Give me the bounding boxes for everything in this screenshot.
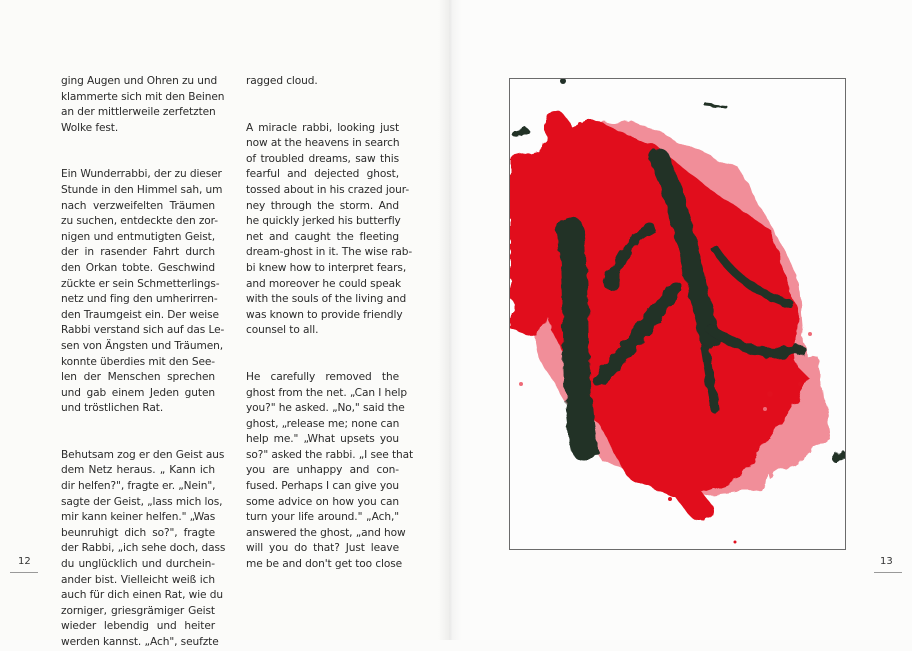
folio-rule-left — [10, 572, 38, 573]
ink-splatter — [578, 122, 582, 126]
english-text-line: so?" asked the rabbi. „I see that — [246, 448, 414, 461]
german-text-line: an der mittlerweile zerfetzten — [61, 106, 216, 119]
abstract-ink-painting — [510, 79, 845, 549]
dark-brush-stroke — [515, 131, 526, 134]
german-text-line: dem Netz heraus. „ Kann ich — [61, 464, 215, 477]
english-text-line: dream-ghost in it. The wise rab- — [246, 246, 413, 259]
german-text-line: len der Menschen sprechen — [61, 371, 215, 384]
german-text-line: dir helfen?", fragte er. „Nein", — [61, 480, 216, 493]
ink-splatter — [519, 382, 523, 386]
english-column — [246, 74, 414, 573]
german-text-line: nach verzweifelten Träumen — [61, 199, 215, 212]
german-text-line: Wolke fest. — [61, 121, 119, 134]
english-text-line: and moreover he could speak — [246, 277, 402, 290]
dark-brush-stroke — [705, 104, 725, 106]
page-number-left: 12 — [18, 556, 31, 567]
german-text-line: konnte überdies mit den See- — [61, 355, 215, 368]
german-text-line: netz und fing den umherirren- — [61, 293, 218, 306]
german-text-line: zorniger, griesgrämiger Geist — [61, 604, 215, 617]
ink-splatter — [767, 391, 773, 397]
english-text-line: bi knew how to interpret fears, — [246, 261, 407, 274]
english-paragraph-2 — [246, 121, 413, 339]
german-text-line: zückte er sein Schmetterlings- — [61, 277, 220, 290]
english-text-line: he quickly jerked his butterfly — [246, 215, 401, 228]
german-text-line: Behutsam zog er den Geist aus — [61, 448, 225, 461]
dark-brush-stroke — [835, 455, 844, 459]
german-text-line: und gab einem Jeden guten — [61, 386, 215, 399]
german-text-line: der Rabbi, „ich sehe doch, dass — [61, 542, 226, 555]
english-paragraph-3 — [246, 370, 414, 573]
english-text-line: tossed about in his crazed jour- — [246, 183, 410, 196]
english-text-line: counsel to all. — [246, 324, 319, 337]
german-text-line: beunruhigt dich so?", fragte — [61, 526, 215, 539]
german-paragraph-1 — [61, 74, 225, 136]
german-text-line: auch für dich einen Rat, wie du — [61, 589, 223, 602]
english-text-line: now at the heavens in search — [246, 137, 400, 150]
english-text-line: A miracle rabbi, looking just — [246, 121, 399, 134]
english-text-line: fused. Perhaps I can give you — [246, 480, 399, 493]
german-text-line: mir kann keiner helfen." „Was — [61, 511, 216, 524]
english-text-line: some advice on how you can — [246, 495, 399, 508]
english-text-line: with the souls of the living and — [246, 293, 407, 306]
english-text-line: answered the ghost, „and how — [246, 526, 406, 539]
german-paragraph-2 — [61, 167, 225, 417]
ink-splatter — [734, 541, 737, 544]
left-page — [0, 0, 450, 648]
ink-splatter — [668, 497, 672, 501]
german-text-line: zu suchen, entdeckte den zor- — [61, 215, 218, 228]
english-text-line: of troubled dreams, saw this — [246, 152, 399, 165]
german-text-line: sagte der Geist, „lass mich los, — [61, 495, 223, 508]
german-text-line: wieder lebendig und heiter — [61, 620, 215, 633]
german-paragraph-3 — [61, 448, 226, 651]
ink-splatter — [560, 79, 566, 84]
english-text-line: ragged cloud. — [246, 75, 318, 87]
page-number-right: 13 — [880, 556, 893, 567]
english-text-line: ghost from the net. „Can I help — [246, 386, 408, 399]
english-text-line: help me." „What upsets you — [246, 433, 399, 446]
german-text-line: sen von Ängsten und Träumen, — [61, 339, 224, 352]
english-text-line: fearful and dejected ghost, — [246, 168, 399, 181]
dark-brush-stroke — [570, 229, 585, 449]
english-text-line: ghost, „release me; none can — [246, 417, 400, 430]
german-text-line: klammerte sich mit den Beinen — [61, 90, 225, 103]
english-text-line: net and caught the fleeting — [246, 230, 399, 243]
german-text-line: Stunde in den Himmel sah, um — [61, 183, 223, 196]
english-text-line: turn your life around." „Ach," — [246, 511, 399, 524]
german-text-line: ander bist. Vielleicht weiß ich — [61, 573, 215, 586]
german-text-line: der in rasender Fahrt durch — [61, 246, 215, 259]
german-text-line: den Orkan tobte. Geschwind — [61, 261, 215, 274]
ink-splatter — [808, 332, 812, 336]
german-column — [61, 74, 226, 651]
english-text-line: me be and don't get too close — [246, 558, 403, 571]
book-gutter — [438, 0, 462, 640]
english-text-line: you are unhappy and con- — [246, 464, 399, 477]
german-text-line: den Traumgeist ein. Der weise — [61, 308, 219, 321]
english-text-line: ney through the storm. And — [246, 199, 399, 212]
german-text-line: Rabbi verstand sich auf das Le- — [61, 324, 225, 337]
german-text-line: werden kannst. „Ach", seufzte — [61, 636, 219, 648]
english-text-line: He carefully removed the — [246, 370, 399, 383]
ink-splatter — [763, 407, 767, 411]
german-text-line: nigen und entmutigten Geist, — [61, 230, 215, 243]
english-text-line: you?" he asked. „No," said the — [246, 402, 405, 415]
ink-splatter — [798, 382, 802, 386]
ink-painting-frame — [509, 78, 846, 550]
german-text-line: Ein Wunderrabbi, der zu dieser — [61, 168, 222, 181]
english-paragraph-1 — [246, 74, 399, 90]
german-text-line: du unglücklich und durchein- — [61, 558, 215, 571]
english-text-line: will you do that? Just leave — [246, 542, 399, 555]
german-text-line: ging Augen und Ohren zu und — [61, 75, 218, 87]
folio-rule-right — [874, 572, 902, 573]
german-text-line: und tröstlichen Rat. — [61, 402, 164, 415]
english-text-line: was known to provide friendly — [246, 308, 403, 321]
